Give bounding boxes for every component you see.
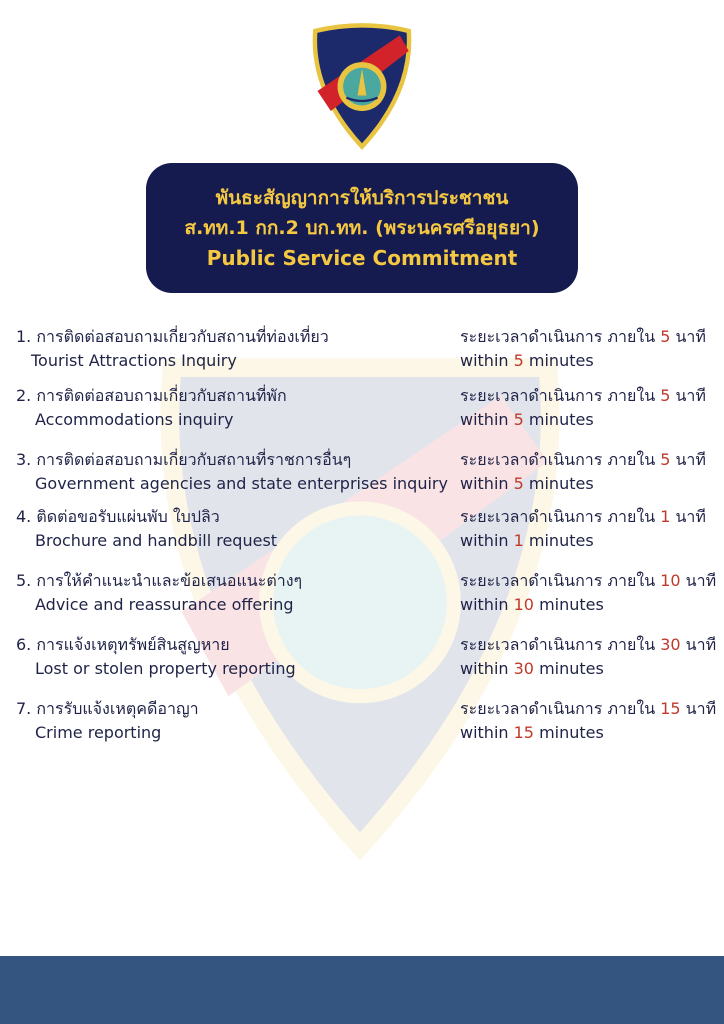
item-thai-label: 2. การติดต่อสอบถามเกี่ยวกับสถานที่พัก [16, 386, 287, 405]
item-thai-label: 6. การแจ้งเหตุทรัพย์สินสูญหาย [16, 635, 230, 654]
item-thai-duration: ระยะเวลาดำเนินการ ภายใน 30 นาที [460, 635, 717, 654]
item-thai-label: 7. การรับแจ้งเหตุคดีอาญา [16, 699, 199, 718]
item-english-duration: within 10 minutes [460, 595, 604, 614]
item-english-duration: within 1 minutes [460, 531, 594, 550]
item-english-label: Advice and reassurance offering [35, 595, 294, 614]
item-english-duration: within 5 minutes [460, 351, 594, 370]
footer-bar [0, 956, 724, 1024]
list-item [16, 325, 708, 377]
list-item [16, 384, 708, 436]
item-english-duration: within 5 minutes [460, 474, 594, 493]
list-item [16, 448, 708, 500]
item-thai-duration: ระยะเวลาดำเนินการ ภายใน 15 นาที [460, 699, 717, 718]
title-thai-line-1: พันธะสัญญาการให้บริการประชาชน [215, 187, 509, 209]
item-english-duration: within 15 minutes [460, 723, 604, 742]
list-item [16, 697, 717, 749]
list-item [16, 633, 717, 685]
item-english-label: Accommodations inquiry [35, 410, 234, 429]
item-thai-duration: ระยะเวลาดำเนินการ ภายใน 5 นาที [460, 327, 706, 346]
title-banner [146, 163, 578, 293]
item-english-label: Lost or stolen property reporting [35, 659, 296, 678]
item-thai-duration: ระยะเวลาดำเนินการ ภายใน 5 นาที [460, 450, 706, 469]
item-thai-label: 5. การให้คำแนะนำและข้อเสนอแนะต่างๆ [16, 571, 303, 590]
title-english: Public Service Commitment [206, 246, 518, 270]
list-item [16, 505, 708, 557]
item-english-label: Brochure and handbill request [35, 531, 278, 550]
item-english-duration: within 30 minutes [460, 659, 604, 678]
item-thai-label: 1. การติดต่อสอบถามเกี่ยวกับสถานที่ท่องเที่ยว [16, 327, 329, 346]
item-thai-duration: ระยะเวลาดำเนินการ ภายใน 10 นาที [460, 571, 717, 590]
item-english-label: Government agencies and state enterprises inquiry [35, 474, 448, 493]
list-item [16, 569, 717, 621]
item-thai-duration: ระยะเวลาดำเนินการ ภายใน 1 นาที [460, 507, 706, 526]
item-english-label: Crime reporting [35, 723, 162, 742]
title-thai-line-2: ส.ทท.1 กก.2 บก.ทท. (พระนครศรีอยุธยา) [184, 217, 540, 239]
item-english-label: Tourist Attractions Inquiry [31, 351, 237, 370]
item-thai-duration: ระยะเวลาดำเนินการ ภายใน 5 นาที [460, 386, 706, 405]
item-thai-label: 3. การติดต่อสอบถามเกี่ยวกับสถานที่ราชการอื่นๆ [16, 450, 352, 469]
item-thai-label: 4. ติดต่อขอรับแผ่นพับ ใบปลิว [16, 507, 220, 526]
tourist-police-logo [306, 22, 418, 150]
item-english-duration: within 5 minutes [460, 410, 594, 429]
